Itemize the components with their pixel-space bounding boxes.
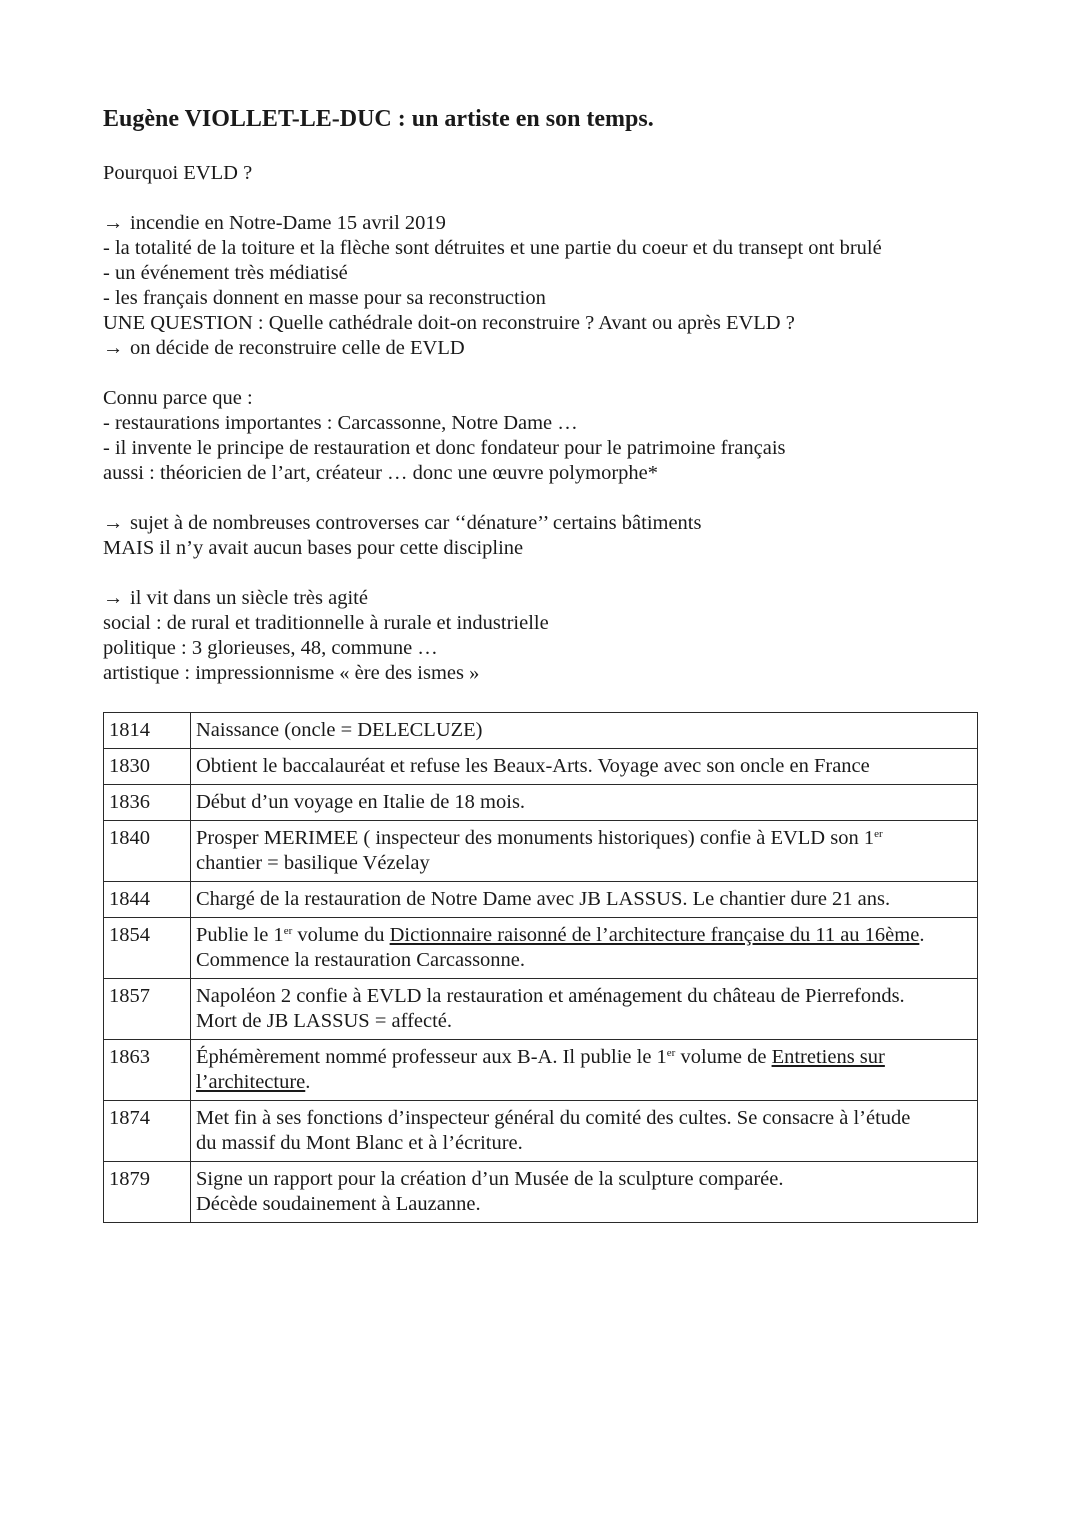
table-row (104, 882, 978, 918)
event-cell: Naissance (oncle = DELECLUZE) (191, 713, 978, 749)
fire-arrow-line: → incendie en Notre-Dame 15 avril 2019 (103, 212, 446, 234)
event-cell: Début d’un voyage en Italie de 18 mois. (191, 785, 978, 821)
known-section (103, 386, 983, 486)
year-cell: 1844 (104, 882, 191, 918)
page-title: Eugène VIOLLET-LE-DUC : un artiste en son temps. (103, 106, 654, 132)
known-also: aussi : théoricien de l’art, créateur … donc une œuvre polymorphe* (103, 462, 659, 484)
year-cell: 1857 (104, 979, 191, 1040)
year-cell: 1830 (104, 749, 191, 785)
controversy-section (103, 511, 983, 561)
fire-decision: → on décide de reconstruire celle de EVLD (103, 337, 465, 359)
table-row (104, 918, 978, 979)
table-row (104, 1162, 978, 1223)
document-body (103, 104, 983, 711)
year-cell: 1854 (104, 918, 191, 979)
century-social: social : de rural et traditionnelle à rurale et industrielle (103, 612, 549, 634)
controversy-but: MAIS il n’y avait aucun bases pour cette discipline (103, 537, 524, 559)
century-artistique: artistique : impressionnisme « ère des ismes » (103, 662, 480, 684)
event-cell: Obtient le baccalauréat et refuse les Beaux-Arts. Voyage avec son oncle en France (191, 749, 978, 785)
arrow-icon: → (103, 212, 124, 234)
century-politique: politique : 3 glorieuses, 48, commune … (103, 637, 438, 659)
why-question: Pourquoi EVLD ? (103, 162, 253, 184)
arrow-icon: → (103, 512, 124, 534)
arrow-icon: → (103, 587, 124, 609)
entretiens-title-cont: l’architecture (196, 1071, 306, 1093)
table-row (104, 821, 978, 882)
fire-item: - les français donnent en masse pour sa reconstruction (103, 287, 546, 309)
dictionnaire-title: Dictionnaire raisonné de l’architecture française du 11 au 16ème (389, 924, 920, 946)
superscript: er (283, 925, 293, 937)
table-row (104, 785, 978, 821)
fire-item: - la totalité de la toiture et la flèche sont détruites et une partie du coeur et du transept ont brulé (103, 237, 882, 259)
timeline-table (103, 712, 978, 1223)
table-row (104, 713, 978, 749)
event-cell: Éphémèrement nommé professeur aux B-A. Il publie le 1er volume de Entretiens sur l’architecture. (191, 1040, 978, 1101)
event-cell: Prosper MERIMEE ( inspecteur des monuments historiques) confie à EVLD son 1er chantier = basilique Vézelay (191, 821, 978, 882)
table-row (104, 1101, 978, 1162)
year-cell: 1840 (104, 821, 191, 882)
event-cell: Signe un rapport pour la création d’un Musée de la sculpture comparée. Décède soudainement à Lauzanne. (191, 1162, 978, 1223)
fire-item: - un événement très médiatisé (103, 262, 348, 284)
year-cell: 1814 (104, 713, 191, 749)
fire-section (103, 211, 983, 361)
century-line: → il vit dans un siècle très agité (103, 587, 368, 609)
table-row (104, 979, 978, 1040)
event-cell: Met fin à ses fonctions d’inspecteur général du comité des cultes. Se consacre à l’étude du massif du Mont Blanc et à l’écriture. (191, 1101, 978, 1162)
year-cell: 1879 (104, 1162, 191, 1223)
superscript: er (874, 828, 883, 840)
known-item: - il invente le principe de restauration et donc fondateur pour le patrimoine français (103, 437, 786, 459)
event-cell: Publie le 1er volume du Dictionnaire raisonné de l’architecture française du 11 au 16ème. Commence la restauration Carcassonne. (191, 918, 978, 979)
known-intro: Connu parce que : (103, 387, 253, 409)
century-section (103, 586, 983, 686)
table-row (104, 1040, 978, 1101)
event-cell: Chargé de la restauration de Notre Dame avec JB LASSUS. Le chantier dure 21 ans. (191, 882, 978, 918)
entretiens-title: Entretiens sur (771, 1046, 885, 1068)
year-cell: 1836 (104, 785, 191, 821)
event-cell: Napoléon 2 confie à EVLD la restauration et aménagement du château de Pierrefonds. Mort de JB LASSUS = affecté. (191, 979, 978, 1040)
year-cell: 1863 (104, 1040, 191, 1101)
known-item: - restaurations importantes : Carcassonne, Notre Dame … (103, 412, 578, 434)
fire-question: UNE QUESTION : Quelle cathédrale doit-on reconstruire ? Avant ou après EVLD ? (103, 312, 795, 334)
arrow-icon: → (103, 337, 124, 359)
table-row (104, 749, 978, 785)
controversy-line: → sujet à de nombreuses controverses car ‘‘dénature’’ certains bâtiments (103, 512, 702, 534)
superscript: er (666, 1047, 676, 1059)
year-cell: 1874 (104, 1101, 191, 1162)
